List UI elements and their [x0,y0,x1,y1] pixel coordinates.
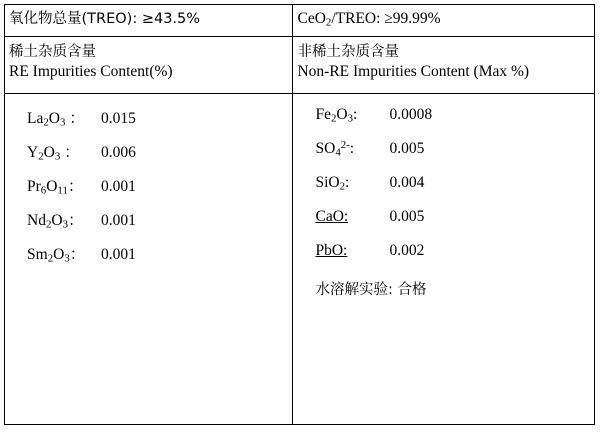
compound-label: $La_2O_3$ ： [27,110,85,129]
list-item [315,242,592,276]
cell-nonre-impurities-header [293,37,595,94]
re-impurities-list [5,94,292,278]
compound-label: $Fe_2O_3$: [315,106,358,125]
list-item [315,140,592,174]
spec-table-page [0,4,600,440]
nonre-impurities-list [293,94,594,310]
cell-ceo2-ratio [293,5,595,37]
cell-re-impurities-header [5,37,293,94]
compound-value: 0.015 [101,110,136,127]
ceo2-suffix: /TREO: ≥99.99% [331,10,441,27]
compound-label: $SO_4^{2-}$: [315,139,355,159]
compound-label: $Nd_2O_3$： [27,212,84,231]
list-item [27,208,290,242]
table-row-header [5,5,595,37]
compound-label: $Pr_6O_{11}$： [27,178,84,197]
list-item [27,106,290,140]
compound-value: 0.001 [101,246,136,263]
nonre-impurities-cn: 非稀土杂质含量 [297,44,399,60]
cell-nonre-impurities-list [293,94,595,425]
list-item [315,208,592,242]
treo-total-text: 氧化物总量(TREO): ≥43.5% [9,11,201,27]
water-solubility-note: 水溶解实验: 合格 [315,282,427,298]
compound-value: 0.002 [389,242,425,259]
compound-label: SiO$_2$: [315,174,350,193]
compound-value: 0.006 [101,144,136,161]
table-row-values [5,94,595,425]
compound-value: 0.001 [101,212,136,229]
list-item [27,140,290,174]
compound-value: 0.005 [389,208,425,225]
compound-label: $Sm_2O_3$： [27,246,86,265]
compound-value: 0.005 [389,140,425,157]
compound-label: $Y_2O_3$ ： [27,144,80,163]
compound-label: CaO: [315,208,349,225]
cell-re-impurities-list [5,94,293,425]
compound-value: 0.0008 [389,106,433,123]
specification-table [4,4,595,425]
table-row-subheader [5,37,595,94]
cell-treo-total [5,5,293,37]
list-item [315,106,592,140]
compound-value: 0.004 [389,174,425,191]
compound-label: PbO: [315,242,348,259]
compound-value: 0.001 [101,178,136,195]
list-item [315,174,592,208]
re-impurities-cn: 稀土杂质含量 [9,44,96,60]
re-impurities-en: RE Impurities Content(%) [9,63,173,80]
list-item [27,174,290,208]
ceo2-ratio-text [297,9,592,29]
ceo2-subscript: 2 [325,16,332,29]
nonre-impurities-en: Non-RE Impurities Content (Max %) [297,63,530,80]
list-item [27,242,290,276]
ceo2-prefix: CeO [297,10,326,27]
